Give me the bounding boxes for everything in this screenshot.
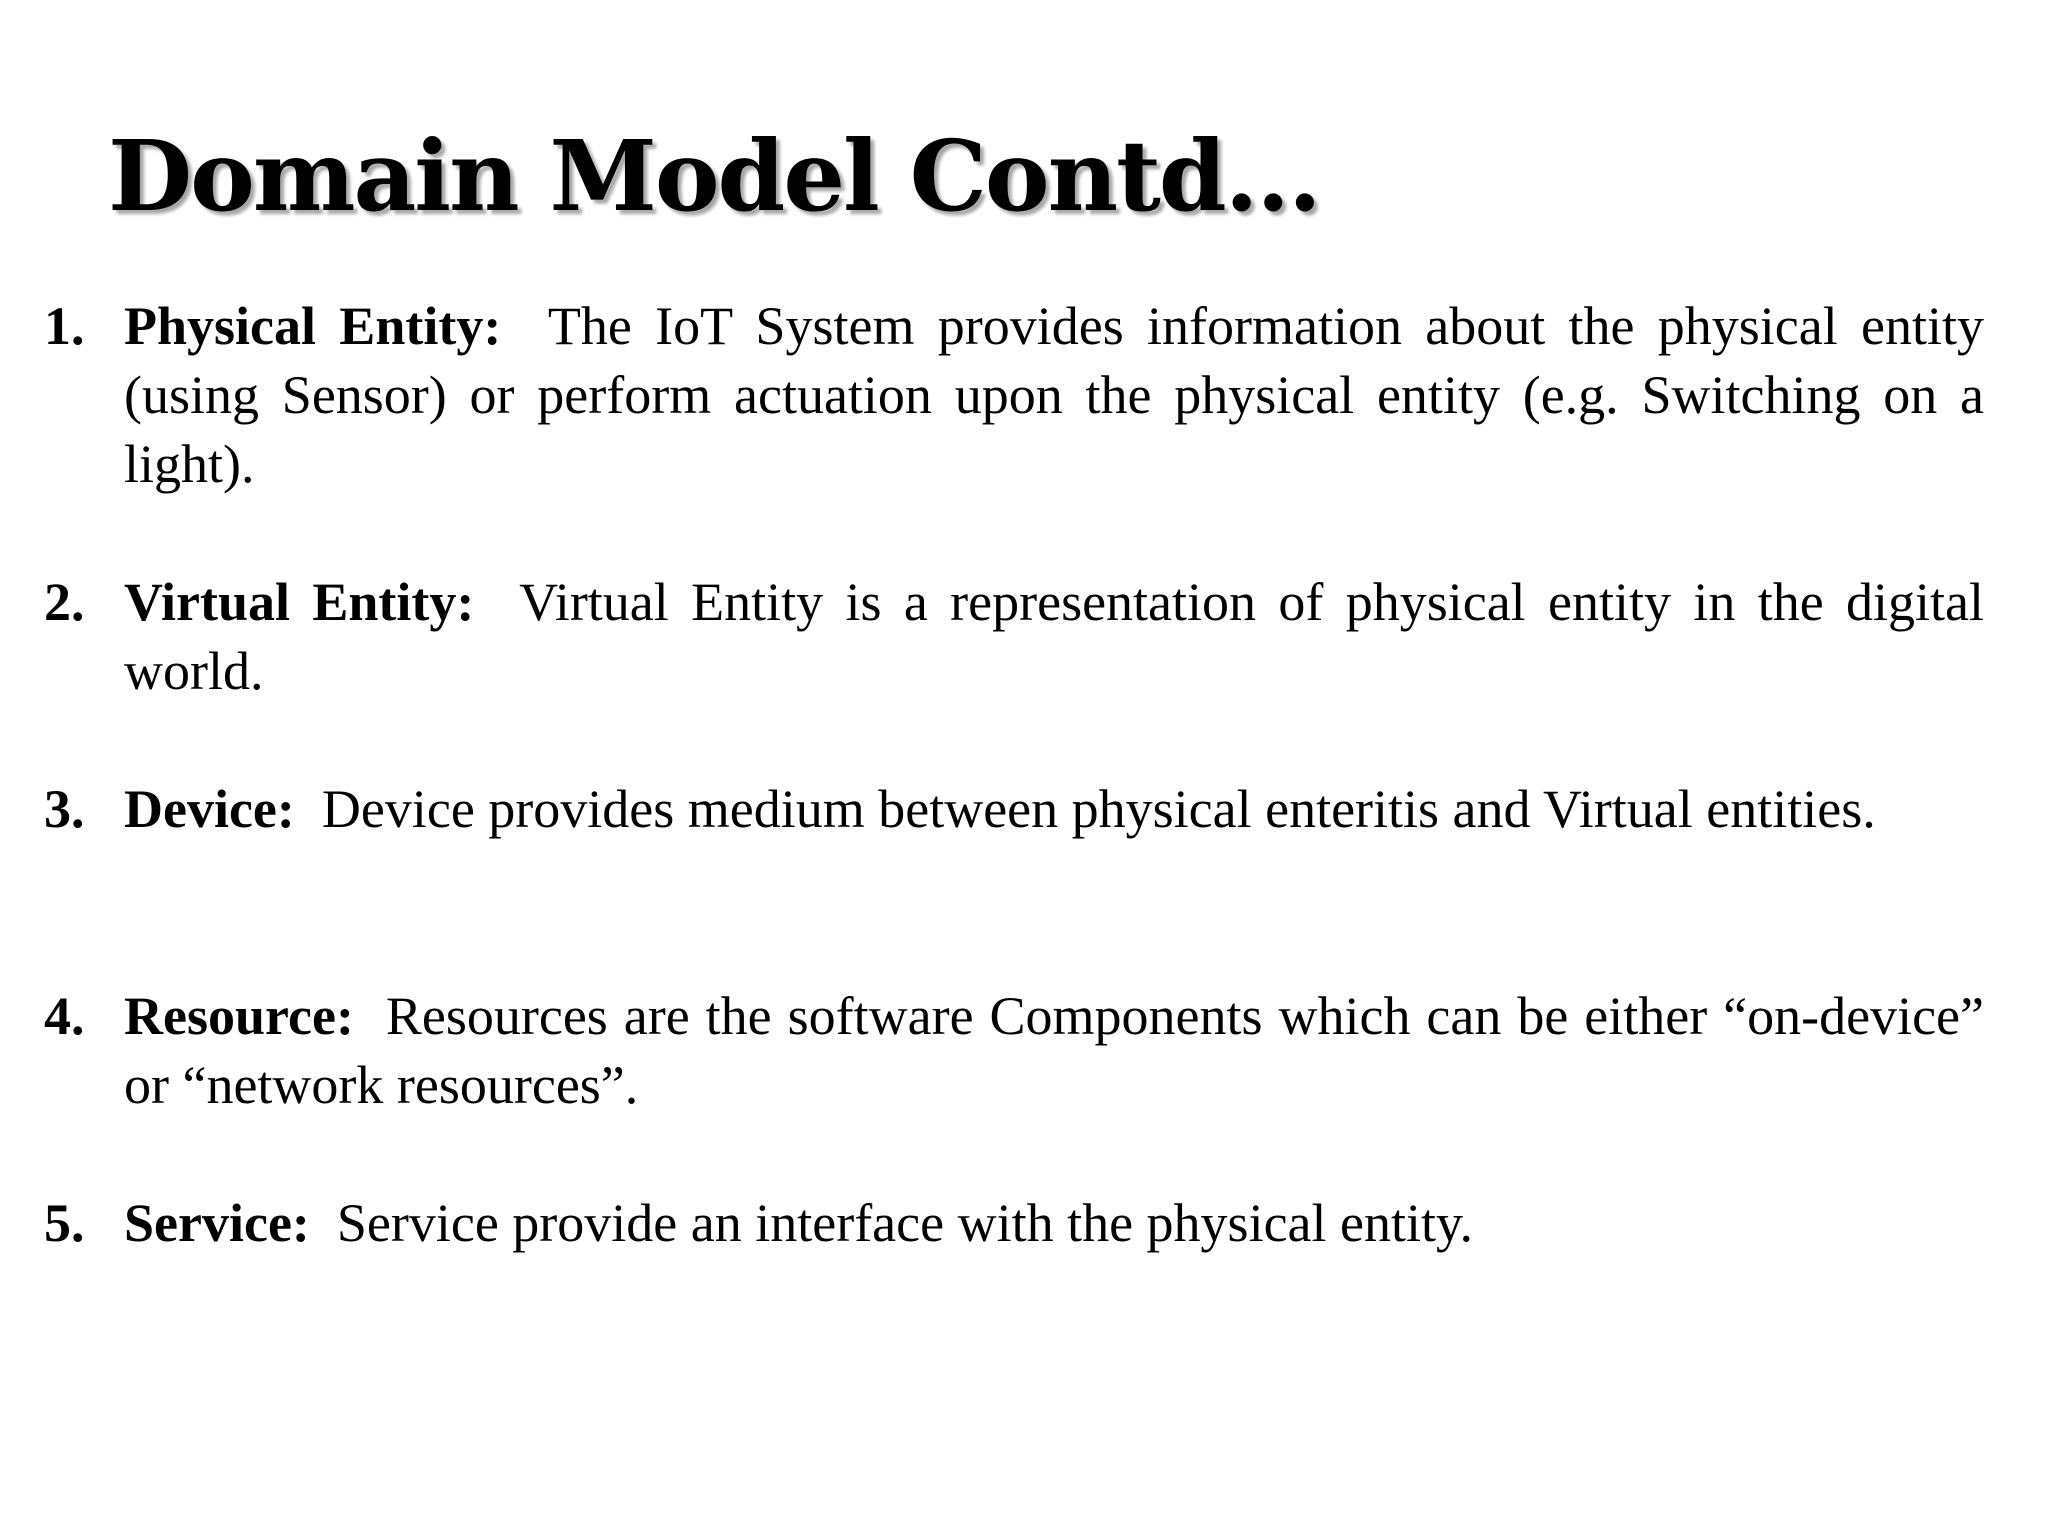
item-description: Resources are the software Components which can be either “on-device” or “network resources”.: [124, 986, 1984, 1115]
item-body: [124, 775, 1984, 844]
item-body: [124, 1189, 1984, 1258]
item-body: [124, 982, 1984, 1120]
list-item: [44, 292, 1984, 568]
list-item: [44, 982, 1984, 1189]
item-term: Service:: [124, 1193, 310, 1253]
item-number: 5.: [44, 1193, 85, 1253]
item-term: Resource:: [124, 986, 354, 1046]
item-description: Virtual Entity is a representation of physical entity in the digital world.: [124, 572, 1985, 701]
item-number: 3.: [44, 779, 85, 839]
item-term: Device:: [124, 779, 295, 839]
item-body: [124, 568, 1984, 706]
slide-title: Domain Model Contd…: [108, 119, 1320, 233]
list-item: [44, 775, 1984, 982]
list-item: [44, 568, 1984, 775]
definition-list: [44, 292, 1984, 1258]
item-body: [124, 292, 1984, 499]
item-number: 1.: [44, 296, 85, 356]
item-description: The IoT System provides information about the physical entity (using Sensor) or perform actuation upon the physical entity (e.g. Switching on a light).: [124, 296, 1984, 494]
item-description: Device provides medium between physical enteritis and Virtual entities.: [321, 779, 1876, 839]
item-term: Physical Entity:: [124, 296, 502, 356]
item-description: Service provide an interface with the physical entity.: [336, 1193, 1473, 1253]
list-item: [44, 1189, 1984, 1258]
item-number: 4.: [44, 986, 85, 1046]
item-number: 2.: [44, 572, 85, 632]
item-term: Virtual Entity:: [124, 572, 475, 632]
